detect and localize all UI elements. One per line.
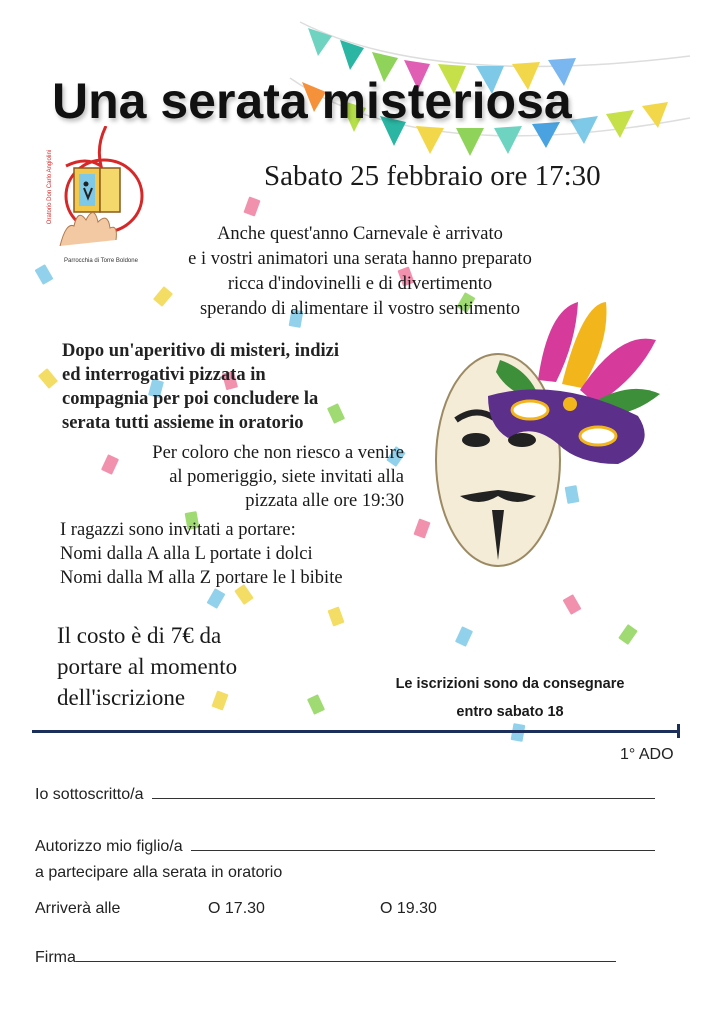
intro-line: sperando di alimentare il vostro sentimento — [199, 299, 521, 319]
carnival-mask-illustration — [430, 300, 670, 580]
time-option-1930[interactable]: O 19.30 — [380, 900, 437, 917]
intro-line: ricca d'indovinelli e di divertimento — [227, 274, 493, 294]
aperitivo-line: serata tutti assieme in oratorio — [62, 413, 304, 433]
time-option-1730[interactable]: O 17.30 — [208, 900, 265, 917]
aperitivo-line: Dopo un'aperitivo di misteri, indizi — [62, 341, 340, 361]
pizzata-line: pizzata alle ore 19:30 — [245, 491, 404, 511]
class-label: 1° ADO — [620, 746, 674, 763]
intro-line: e i vostri animatori una serata hanno preparato — [188, 249, 532, 269]
oratorio-logo — [46, 126, 146, 276]
costo-text — [57, 620, 237, 713]
autorizzo-label: Autorizzo mio figlio/a — [35, 838, 183, 855]
iscrizioni-line: entro sabato 18 — [456, 704, 564, 720]
partecipare-label: a partecipare alla serata in oratorio — [35, 864, 283, 881]
ragazzi-paragraph — [60, 518, 343, 590]
ragazzi-line: Nomi dalla M alla Z portare le l bibite — [60, 568, 343, 588]
sottoscritto-label: Io sottoscritto/a — [35, 786, 144, 803]
costo-line: dell'iscrizione — [57, 685, 186, 710]
iscrizioni-line: Le iscrizioni sono da consegnare — [395, 676, 625, 692]
logo-text-bottom: Parrocchia di Torre Boldone — [64, 258, 138, 264]
intro-line: Anche quest'anno Carnevale è arrivato — [217, 224, 503, 244]
costo-line: Il costo è di 7€ da — [57, 623, 222, 648]
sottoscritto-field[interactable] — [152, 784, 655, 799]
sottoscritto-row — [35, 784, 655, 804]
costo-line: portare al momento — [57, 654, 238, 679]
logo-text-top: Oratorio Don Carlo Angiolini — [47, 149, 53, 225]
iscrizioni-notice — [360, 670, 660, 726]
arrivera-label: Arriverà alle — [35, 900, 121, 917]
pizzata-paragraph — [88, 441, 404, 513]
event-date: Sabato 25 febbraio ore 17:30 — [264, 160, 601, 192]
signature-field[interactable] — [76, 947, 616, 962]
figlio-name-field[interactable] — [191, 836, 655, 851]
pizzata-line: al pomeriggio, siete invitati alla — [169, 467, 404, 487]
firma-label: Firma — [35, 949, 76, 966]
cut-divider-end — [677, 724, 680, 738]
aperitivo-line: compagnia per poi concludere la — [62, 389, 319, 409]
pizzata-line: Per coloro che non riesco a venire — [152, 443, 404, 463]
ragazzi-line: I ragazzi sono invitati a portare: — [60, 520, 296, 540]
autorizzo-row — [35, 836, 655, 856]
page-title: Una serata misteriosa — [52, 73, 572, 129]
firma-row — [35, 947, 616, 967]
cut-divider — [32, 730, 680, 733]
aperitivo-paragraph — [62, 339, 339, 435]
aperitivo-line: ed interrogativi pizzata in — [62, 365, 266, 385]
ragazzi-line: Nomi dalla A alla L portate i dolci — [60, 544, 313, 564]
